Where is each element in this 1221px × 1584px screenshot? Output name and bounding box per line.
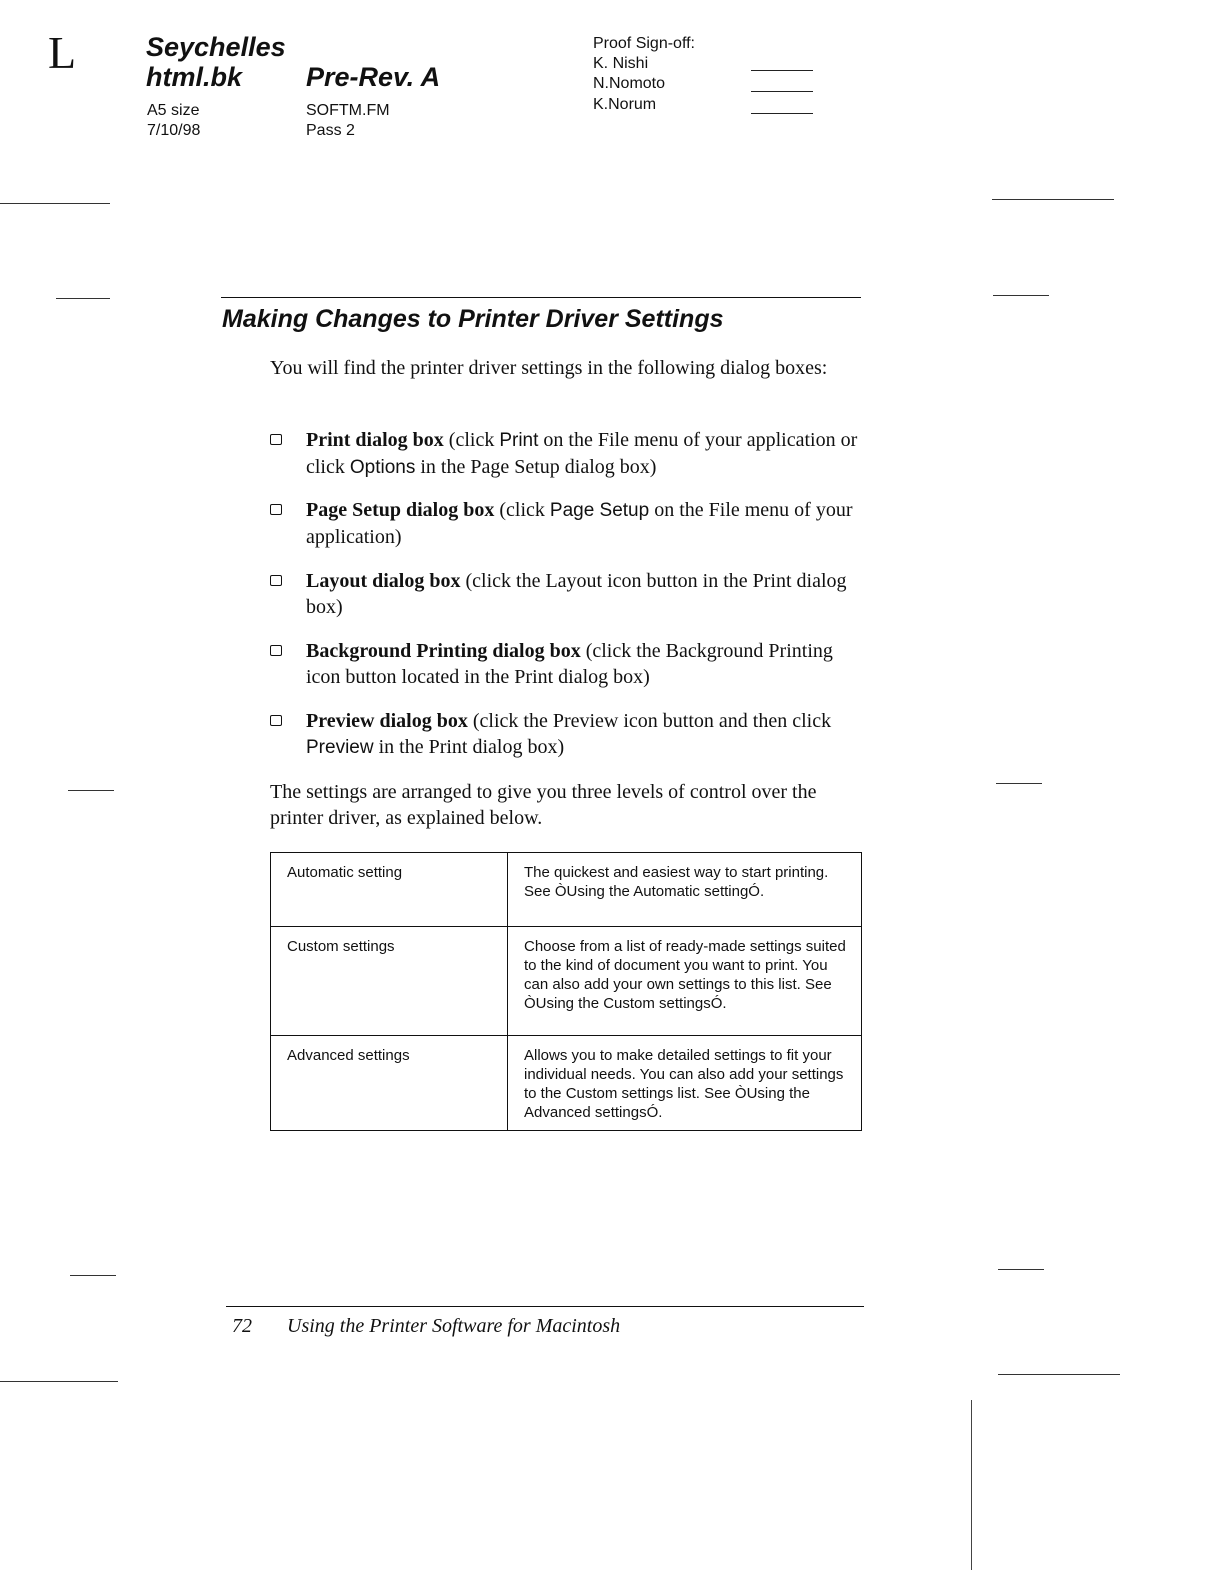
proof-signoff-label: Proof Sign-off: [593, 35, 695, 52]
pass-label: Pass 2 [306, 122, 355, 139]
list-item [270, 427, 870, 481]
crop-mark [68, 790, 114, 791]
crop-mark [56, 298, 110, 299]
table-row [271, 927, 862, 1036]
crop-mark [998, 1269, 1044, 1270]
list-item [270, 497, 870, 550]
file-name: SOFTM.FM [306, 102, 390, 119]
book-title-line2: html.bk [146, 62, 243, 92]
levels-paragraph: The settings are arranged to give you three levels of control over the printer driver, as explained below. [270, 781, 817, 829]
crop-mark [998, 1374, 1120, 1375]
table-row [271, 1036, 862, 1131]
list-item-body: (click [494, 499, 550, 521]
crop-mark [971, 1400, 972, 1570]
checkbox-bullet-icon [270, 575, 282, 586]
ui-term: Print [499, 430, 539, 451]
list-item-body: in the Print dialog box) [373, 736, 565, 758]
signer-name: N.Nomoto [593, 75, 666, 92]
crop-mark [992, 199, 1114, 200]
book-title [146, 32, 286, 92]
ui-term: Page Setup [549, 500, 650, 521]
crop-mark [0, 203, 110, 204]
crop-mark [70, 1275, 116, 1276]
intro-paragraph: You will find the printer driver settings in the following dialog boxes: [270, 357, 828, 379]
list-item-body: (click the Background Printing icon button located in the Print dialog box) [306, 640, 833, 688]
list-item-body: on the File menu of your application or click [306, 429, 858, 478]
list-item-text [306, 427, 870, 481]
list-item-body: (click [443, 429, 500, 451]
book-title-line1: Seychelles [146, 32, 286, 62]
footer-rule [226, 1306, 864, 1307]
setting-description: Allows you to make detailed settings to fit your individual needs. You can also add your settings to the Custom settings list. See ÒUsing the Advanced settingsÓ. [508, 1036, 862, 1131]
list-item [270, 708, 870, 761]
list-item-title: Page Setup dialog box [306, 499, 495, 521]
crop-mark [993, 295, 1049, 296]
list-item-body: on the File menu of your application) [306, 499, 853, 548]
revision-label: Pre-Rev. A [306, 62, 441, 92]
list-item-text [306, 497, 870, 550]
setting-name: Custom settings [271, 927, 508, 1036]
list-item-body: in the Page Setup dialog box) [415, 456, 657, 478]
setting-description: Choose from a list of ready-made settings suited to the kind of document you want to print. You can also add your own settings to this list. See ÒUsing the Custom settingsÓ. [508, 927, 862, 1036]
print-date: 7/10/98 [147, 122, 201, 139]
setting-name: Advanced settings [271, 1036, 508, 1131]
list-item-text [306, 638, 870, 690]
footer-title: Using the Printer Software for Macintosh [287, 1315, 621, 1337]
signature-line [751, 113, 813, 114]
checkbox-bullet-icon [270, 715, 282, 726]
section-heading: Making Changes to Printer Driver Settings [222, 305, 724, 333]
setting-description: The quickest and easiest way to start printing. See ÒUsing the Automatic settingÓ. [508, 853, 862, 927]
page-number: 72 [232, 1315, 252, 1337]
list-item-body: (click the Preview icon button and then click [467, 710, 832, 732]
list-item-title: Print dialog box [306, 429, 444, 451]
signature-line [751, 70, 813, 71]
checkbox-bullet-icon [270, 434, 282, 445]
list-item-title: Preview dialog box [306, 710, 468, 732]
paper-size: A5 size [147, 102, 200, 119]
list-item [270, 568, 870, 620]
table-row [271, 853, 862, 927]
signer-name: K. Nishi [593, 55, 649, 72]
list-item-text [306, 708, 870, 761]
list-item-body: (click the Layout icon button in the Print dialog box) [306, 570, 847, 618]
crop-mark [996, 783, 1042, 784]
signature-line [751, 91, 813, 92]
heading-rule [221, 297, 861, 298]
corner-letter: L [48, 27, 77, 78]
settings-table [270, 852, 862, 1131]
list-item [270, 638, 870, 690]
ui-term: Options [349, 457, 416, 478]
setting-name: Automatic setting [271, 853, 508, 927]
list-item-title: Layout dialog box [306, 570, 461, 592]
crop-mark [0, 1381, 118, 1382]
signer-name: K.Norum [593, 96, 657, 113]
checkbox-bullet-icon [270, 504, 282, 515]
list-item-title: Background Printing dialog box [306, 640, 581, 662]
ui-term: Preview [306, 737, 374, 758]
checkbox-bullet-icon [270, 645, 282, 656]
list-item-text [306, 568, 870, 620]
